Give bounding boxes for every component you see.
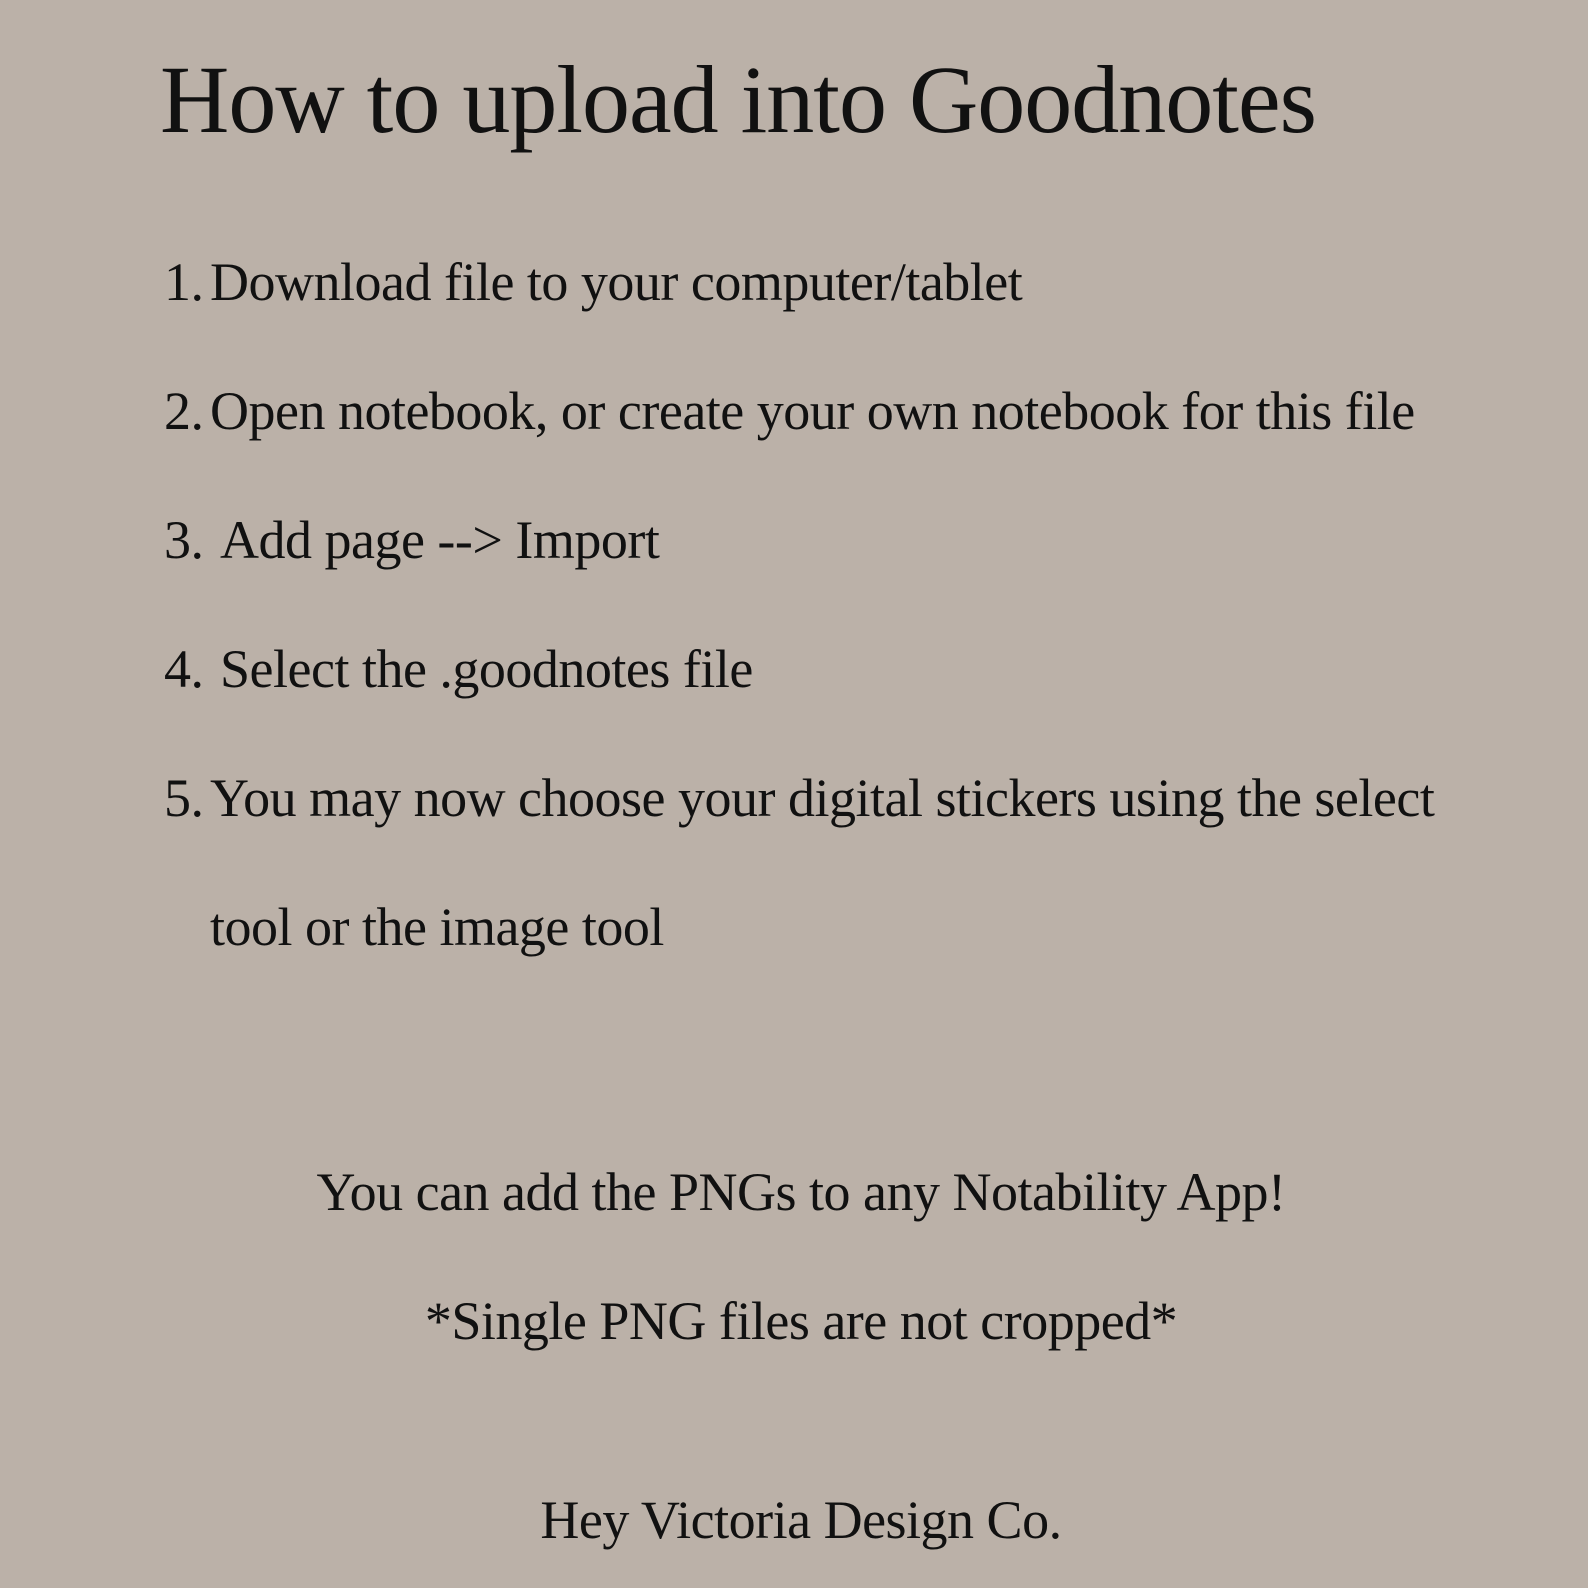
brand-name: Hey Victoria Design Co. xyxy=(540,1490,1062,1550)
page-title: How to upload into Goodnotes xyxy=(160,46,1316,153)
notability-note: You can add the PNGs to any Notability App! xyxy=(316,1162,1286,1222)
cropping-note: *Single PNG files are not cropped* xyxy=(424,1291,1178,1351)
step-number: 3. xyxy=(164,510,204,570)
step-item-5 xyxy=(164,766,1564,1024)
step-text: Add page --> Import xyxy=(220,510,660,570)
step-number: 2. xyxy=(164,381,204,441)
step-number: 1. xyxy=(164,252,204,312)
step-text-line1: You may now choose your digital stickers using the select xyxy=(210,768,1435,828)
steps-list xyxy=(164,250,1564,1024)
step-text: Open notebook, or create your own notebook for this file xyxy=(210,381,1415,441)
step-item-1 xyxy=(164,250,1564,379)
step-text: Select the .goodnotes file xyxy=(220,639,753,699)
step-row xyxy=(164,766,1434,895)
step-number: 4. xyxy=(164,639,204,699)
step-item-3 xyxy=(164,508,1564,637)
step-item-4 xyxy=(164,637,1564,766)
step-text-line2: tool or the image tool xyxy=(210,897,664,957)
step-text: Download file to your computer/tablet xyxy=(210,252,1023,312)
step-number: 5. xyxy=(164,768,204,828)
step-item-2 xyxy=(164,379,1564,508)
